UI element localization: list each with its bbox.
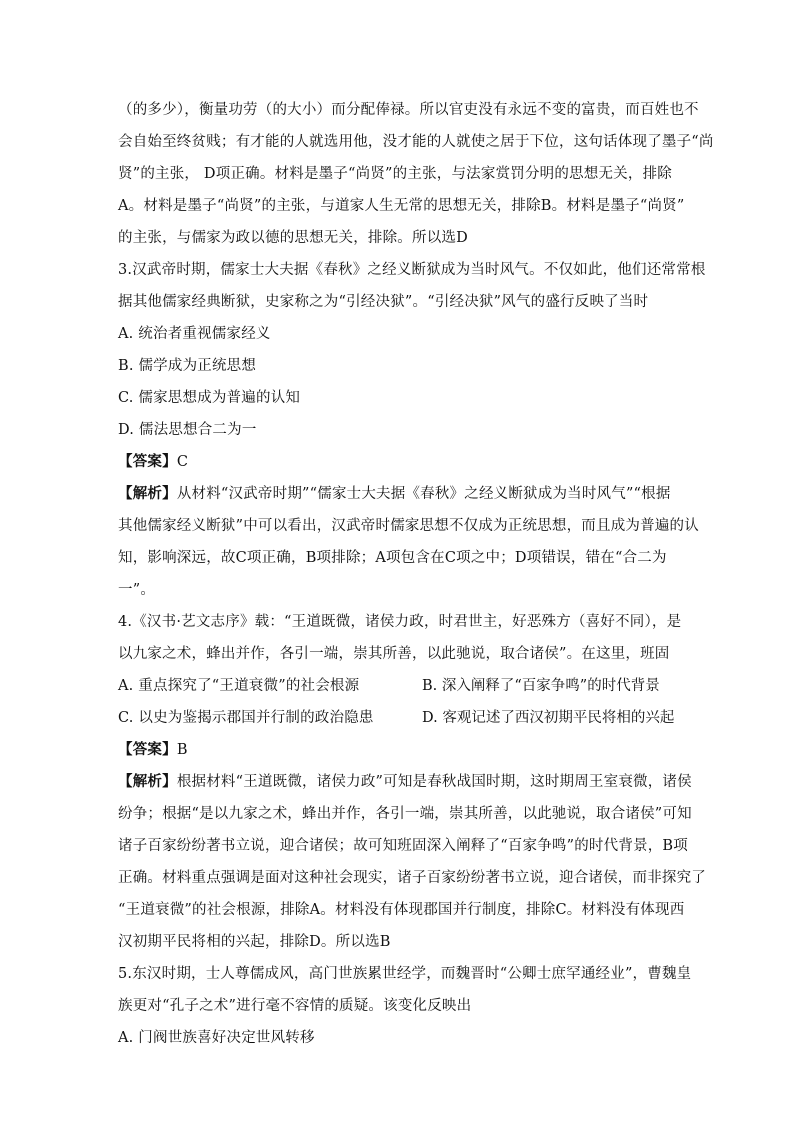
analysis-text: 根据材料“王道既微，诸侯力政”可知是春秋战国时期，这时期周王室衰微，诸侯 (176, 774, 692, 790)
question-4-stem-line: 4.《汉书·艺文志序》载：“王道既微，诸侯力政，时君世主，好恶殊方（喜好不同），是 (118, 614, 682, 630)
question-3-option-d: D. 儒法思想合二为一 (118, 422, 257, 438)
question-4-option-b: B. 深入阐释了“百家争鸣”的时代背景 (422, 678, 660, 694)
question-5-option-a: A. 门阀世族喜好决定世风转移 (118, 1030, 315, 1046)
question-3-stem-line: 据其他儒家经典断狱，史家称之为“引经决狱”。“引经决狱”风气的盛行反映了当时 (118, 294, 649, 310)
answer-tag: 【答案】 (118, 454, 177, 470)
answer-tag: 【答案】 (118, 742, 177, 758)
question-4-analysis-line: “王道衰微”的社会根源，排除A。材料没有体现郡国并行制度，排除C。材料没有体现西 (118, 902, 685, 918)
question-4-option-c: C. 以史为鉴揭示郡国并行制的政治隐患 (118, 710, 374, 726)
answer-value: C (176, 454, 189, 470)
question-4-stem-line: 以九家之术，蜂出并作，各引一端，崇其所善，以此驰说，取合诸侯”。在这里，班固 (118, 646, 670, 662)
text-line: 贤”的主张， D项正确。材料是墨子“尚贤”的主张，与法家赏罚分明的思想无关，排除 (118, 166, 672, 182)
analysis-tag: 【解析】 (118, 774, 177, 790)
question-4-analysis-line: 正确。材料重点强调是面对这种社会现实，诸子百家纷纷著书立说，迎合诸侯，而非探究了 (118, 870, 706, 886)
question-4-analysis-line: 诸子百家纷纷著书立说，迎合诸侯；故可知班固深入阐释了“百家争鸣”的时代背景，B项 (118, 838, 688, 854)
question-3-analysis-line: 其他儒家经义断狱”中可以看出，汉武帝时儒家思想不仅成为正统思想，而且成为普遍的认 (118, 518, 699, 534)
question-3-analysis-line (118, 485, 671, 503)
analysis-text: 从材料“汉武帝时期”“儒家士大夫据《春秋》之经义断狱成为当时风气”“根据 (176, 486, 671, 502)
answer-value: B (176, 742, 188, 758)
text-line: 的主张，与儒家为政以德的思想无关，排除。所以选D (118, 230, 468, 246)
question-4-option-d: D. 客观记述了西汉初期平民将相的兴起 (422, 710, 675, 726)
text-line: （的多少），衡量功劳（的大小）而分配俸禄。所以官吏没有永远不变的富贵，而百姓也不 (118, 102, 699, 118)
question-3-stem-line: 3.汉武帝时期，儒家士大夫据《春秋》之经义断狱成为当时风气。不仅如此，他们还常常根 (118, 262, 706, 278)
question-3-analysis-line: 一”。 (118, 582, 156, 598)
analysis-tag: 【解析】 (118, 486, 177, 502)
question-3-option-c: C. 儒家思想成为普遍的认知 (118, 390, 301, 406)
question-4-option-a: A. 重点探究了“王道衰微”的社会根源 (118, 678, 360, 694)
question-5-stem-line: 族更对“孔子之术”进行毫不容情的质疑。该变化反映出 (118, 998, 472, 1014)
question-3-option-a: A. 统治者重视儒家经义 (118, 326, 271, 342)
question-4-analysis-line: 纷争；根据“是以九家之术，蜂出并作，各引一端，崇其所善，以此驰说，取合诸侯”可知 (118, 806, 692, 822)
text-line: A。材料是墨子“尚贤”的主张，与道家人生无常的思想无关，排除B。材料是墨子“尚贤” (118, 198, 685, 214)
text-line: 会自始至终贫贱；有才能的人就选用他，没才能的人就使之居于下位，这句话体现了墨子“尚 (118, 134, 714, 150)
question-4-analysis-line: 汉初期平民将相的兴起，排除D。所以选B (118, 934, 391, 950)
question-3-analysis-line: 知，影响深远，故C项正确，B项排除；A项包含在C项之中；D项错误，错在“合二为 (118, 550, 667, 566)
question-3-answer (118, 453, 188, 471)
question-5-stem-line: 5.东汉时期，士人尊儒成风，高门世族累世经学，而魏晋时“公卿士庶罕通经业”，曹魏皇 (118, 966, 692, 982)
question-4-answer (118, 741, 188, 759)
question-3-option-b: B. 儒学成为正统思想 (118, 358, 257, 374)
question-4-analysis-line (118, 773, 692, 791)
